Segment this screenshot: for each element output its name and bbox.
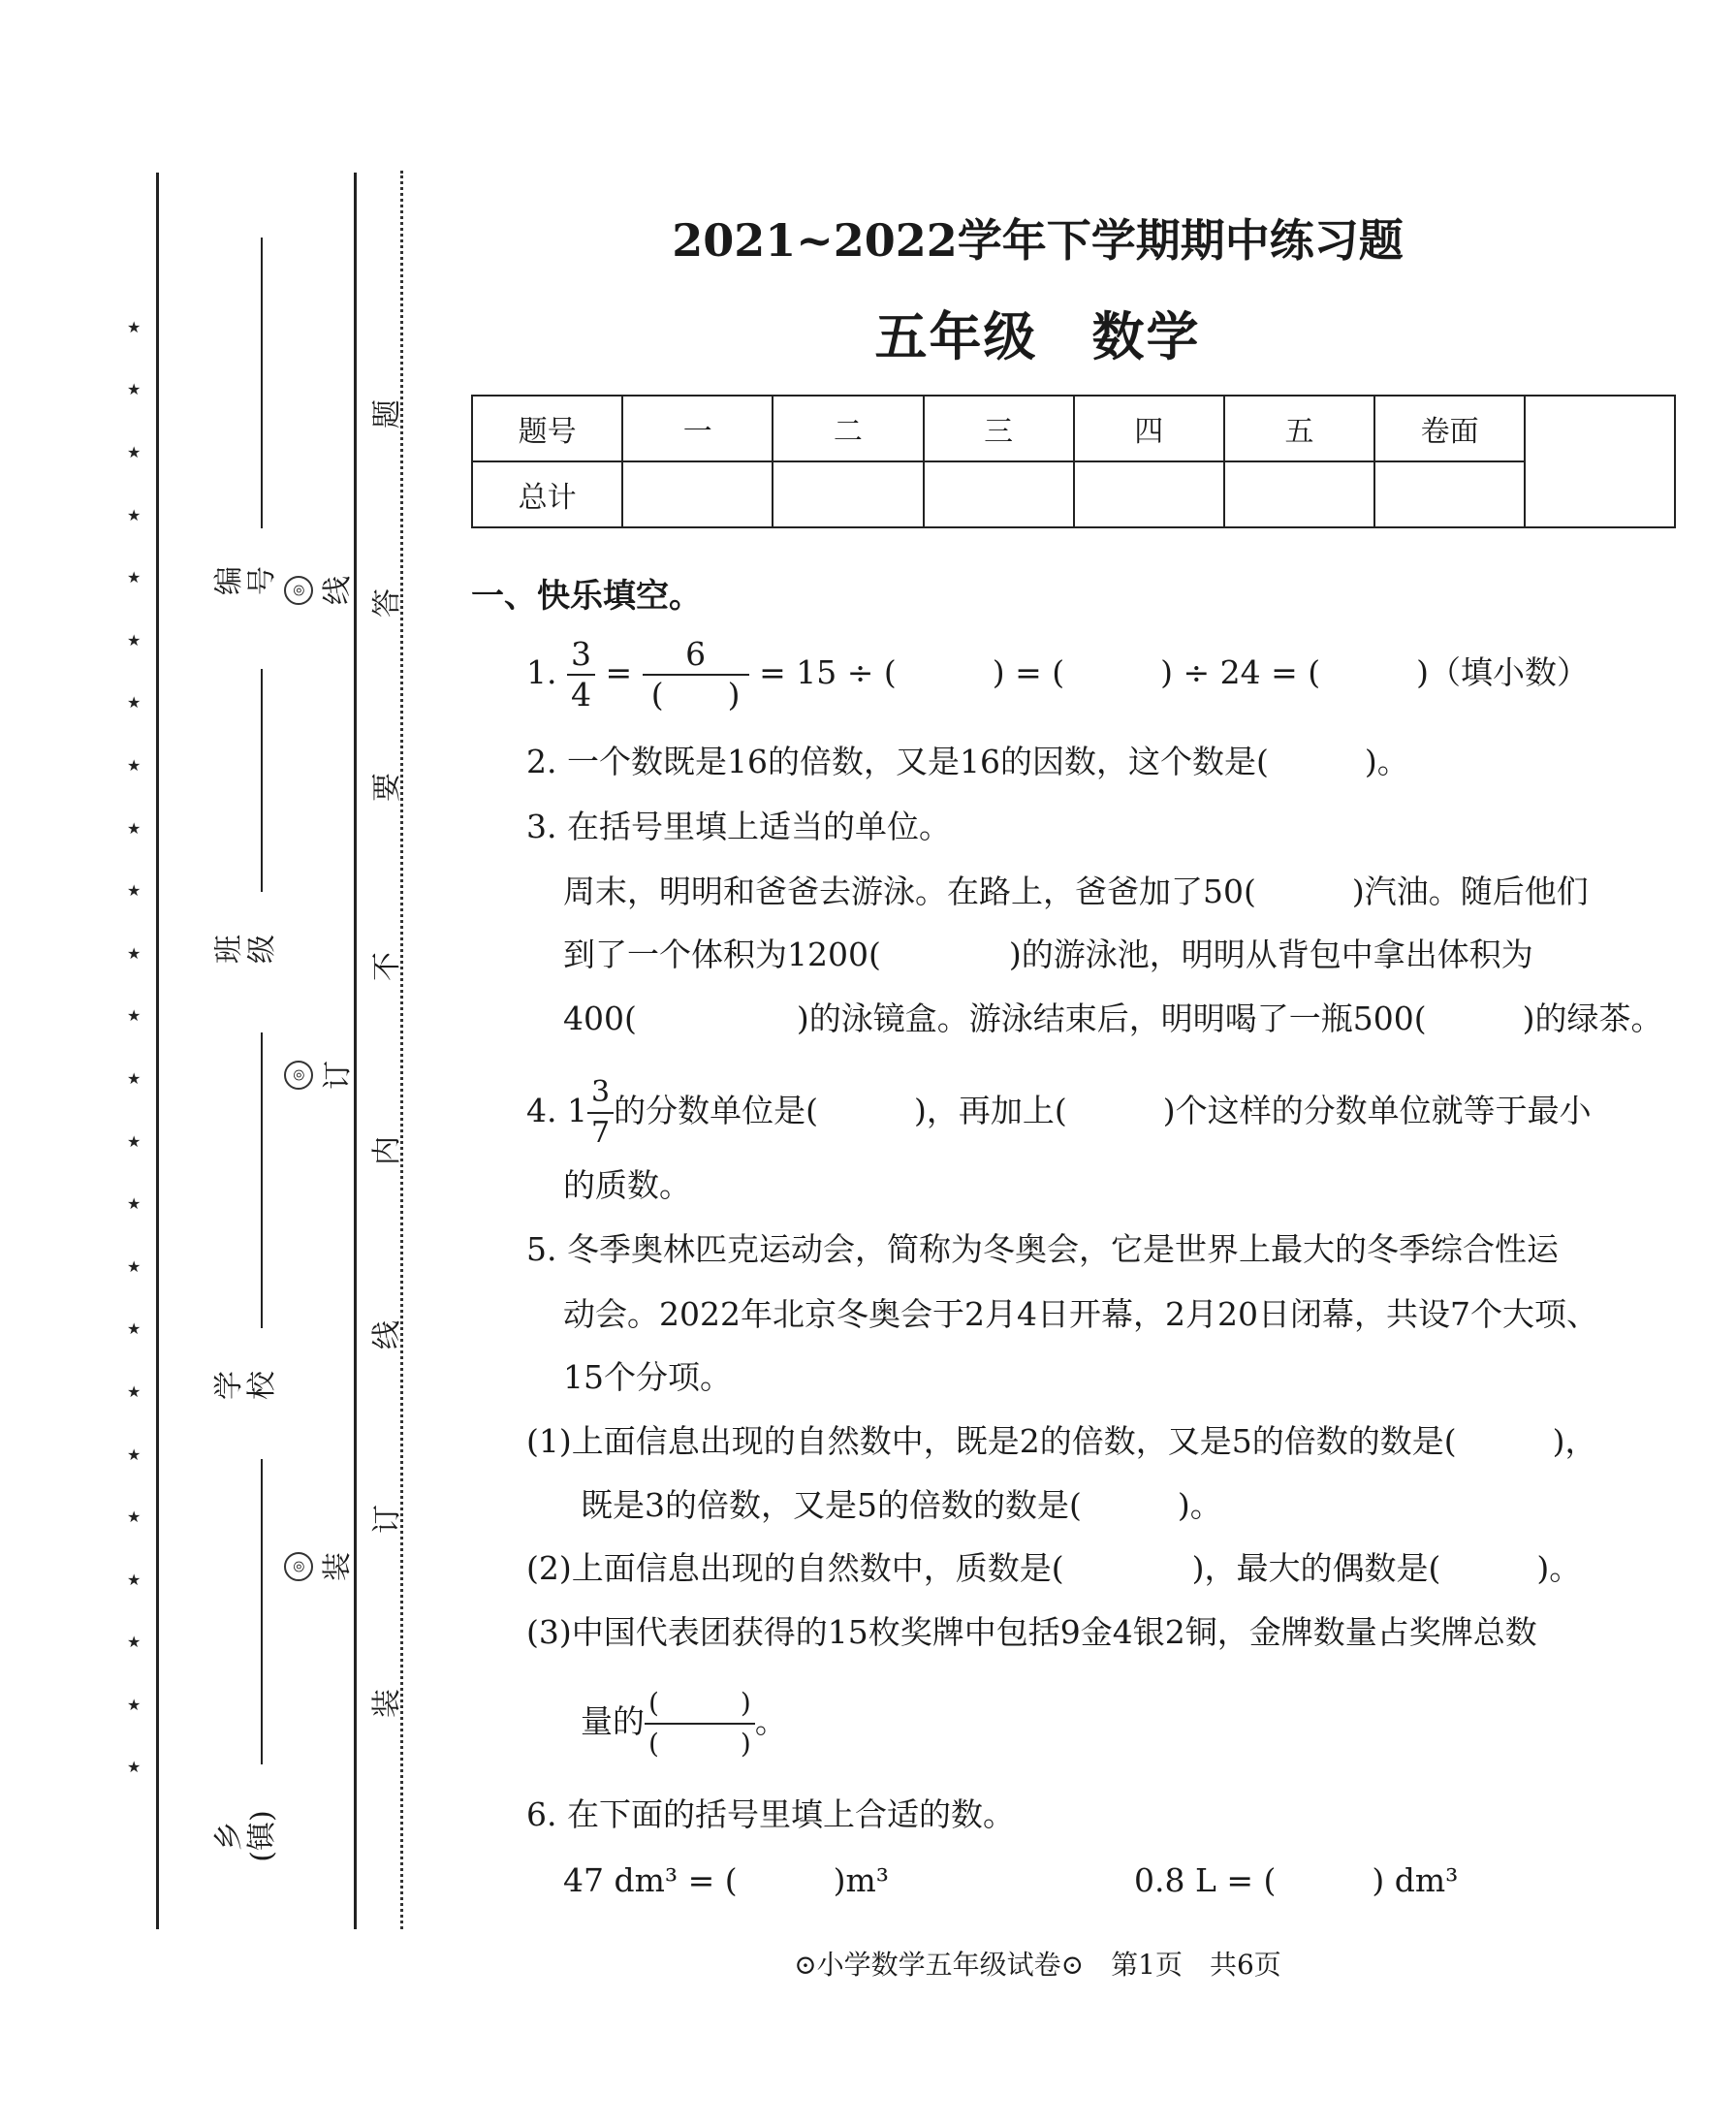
fraction-6-blank (643, 635, 749, 714)
question-5-line-3: 15个分项。 (563, 1358, 732, 1396)
binding-inner-line (354, 173, 357, 1929)
notice-char: 不 (370, 952, 404, 981)
notice-char: 要 (370, 773, 404, 802)
town-underline[interactable] (261, 1459, 263, 1764)
bind-mark-bind (276, 1547, 356, 1586)
score-input-cell[interactable] (924, 461, 1074, 527)
bind-mark-order (276, 1056, 356, 1095)
question-5-3-a: (3)中国代表团获得的15枚奖牌中包括9金4银2铜，金牌数量占奖牌总数 (526, 1613, 1537, 1651)
frac-den[interactable]: ( ) (645, 1723, 755, 1763)
bind-mark-text: 装 (321, 1552, 355, 1581)
star-icon: ★ (127, 1633, 142, 1651)
frac-den: 7 (587, 1112, 614, 1153)
table-cell: 二 (773, 396, 923, 461)
notice-char: 装 (370, 1689, 404, 1718)
bind-mark-text: 线 (321, 576, 355, 605)
table-cell: 卷面 (1374, 396, 1525, 461)
frac-num: 3 (571, 635, 591, 673)
star-icon: ★ (127, 506, 142, 524)
exam-title: 2021~2022学年下学期期中练习题 (672, 214, 1404, 267)
exam-subtitle: 五年级 数学 (874, 305, 1201, 367)
field-label-class: 班级 (212, 935, 279, 964)
star-icon: ★ (127, 1508, 142, 1526)
q1-equals: = (605, 653, 633, 691)
table-cell: 五 (1224, 396, 1374, 461)
star-icon: ★ (127, 1696, 142, 1714)
page-footer: ⊙小学数学五年级试卷⊙ 第1页 共6页 (794, 1949, 1281, 1981)
fraction-3-4 (567, 635, 595, 714)
binding-dotted-line (400, 171, 403, 1929)
star-icon: ★ (127, 1257, 142, 1276)
star-icon: ★ (127, 1571, 142, 1589)
star-icon: ★ (127, 756, 142, 775)
bind-mark-text: 订 (321, 1061, 355, 1090)
binding-outer-line (156, 173, 159, 1929)
star-icon: ★ (127, 1382, 142, 1401)
score-input-cell[interactable] (1224, 461, 1374, 527)
star-icon: ★ (127, 881, 142, 900)
question-5-line-1: 5. 冬季奥林匹克运动会，简称为冬奥会，它是世界上最大的冬季综合性运 (526, 1230, 1559, 1268)
star-icon: ★ (127, 693, 142, 712)
table-cell-total[interactable] (1525, 396, 1675, 527)
notice-char: 题 (370, 399, 404, 429)
star-icon: ★ (127, 944, 142, 963)
star-icon: ★ (127, 443, 142, 461)
star-icon: ★ (127, 1132, 142, 1151)
notice-char: 线 (370, 1320, 404, 1349)
frac-den: 4 (567, 674, 595, 714)
question-1 (526, 635, 1589, 714)
table-cell: 三 (924, 396, 1074, 461)
notice-char: 订 (370, 1505, 404, 1534)
bind-mark-line (276, 571, 356, 610)
question-5-1-a: (1)上面信息出现的自然数中，既是2的倍数，又是5的倍数的数是( )， (526, 1422, 1597, 1460)
star-icon: ★ (127, 318, 142, 336)
star-icon: ★ (127, 1758, 142, 1776)
frac-num[interactable]: ( ) (648, 1687, 751, 1719)
question-3-line-3: 400( )的泳镜盒。游泳结束后，明明喝了一瓶500( )的绿茶。 (563, 1000, 1663, 1037)
question-6-a: 47 dm³ = ( )m³ (563, 1861, 890, 1899)
q1-prefix: 1. (526, 653, 557, 691)
question-6: 6. 在下面的括号里填上合适的数。 (526, 1795, 1015, 1833)
question-5-1-b: 既是3的倍数，又是5的倍数的数是( )。 (581, 1486, 1222, 1524)
section-title: 一、快乐填空。 (471, 577, 702, 616)
question-5-3-b (581, 1684, 787, 1763)
class-underline[interactable] (261, 669, 263, 892)
q1-rest: = 15 ÷ ( ) = ( ) ÷ 24 = ( )（填小数） (759, 653, 1590, 691)
notice-char: 内 (370, 1136, 404, 1165)
table-cell: 四 (1074, 396, 1224, 461)
star-icon: ★ (127, 631, 142, 650)
table-cell: 总计 (472, 461, 622, 527)
field-label-town: 乡(镇) (212, 1810, 279, 1862)
field-label-number: 编号 (212, 566, 279, 595)
question-4-line-2: 的质数。 (563, 1166, 691, 1204)
frac-num: 6 (685, 635, 707, 673)
score-input-cell[interactable] (1074, 461, 1224, 527)
star-icon: ★ (127, 568, 142, 587)
table-cell: 题号 (472, 396, 622, 461)
frac-den[interactable]: ( ) (643, 674, 749, 714)
table-row (472, 461, 1675, 527)
field-label-school: 学校 (212, 1371, 279, 1400)
circle-mark-icon: ◎ (284, 1552, 313, 1581)
question-5-2: (2)上面信息出现的自然数中，质数是( )，最大的偶数是( )。 (526, 1549, 1582, 1587)
score-table (471, 395, 1676, 528)
question-2: 2. 一个数既是16的倍数，又是16的因数，这个数是( )。 (526, 743, 1409, 780)
question-3-line-1: 周末，明明和爸爸去游泳。在路上，爸爸加了50( )汽油。随后他们 (563, 873, 1589, 910)
star-icon: ★ (127, 1069, 142, 1088)
school-underline[interactable] (261, 1032, 263, 1328)
question-4 (526, 1073, 1592, 1153)
star-icon: ★ (127, 380, 142, 398)
fraction-3-7 (587, 1073, 614, 1153)
star-icon: ★ (127, 1194, 142, 1213)
circle-mark-icon: ◎ (284, 576, 313, 605)
circle-mark-icon: ◎ (284, 1061, 313, 1090)
table-cell: 一 (622, 396, 773, 461)
q5-3b-prefix: 量的 (581, 1702, 645, 1740)
q4-rest: 的分数单位是( )，再加上( )个这样的分数单位就等于最小 (614, 1092, 1592, 1129)
star-icon: ★ (127, 1445, 142, 1464)
score-input-cell[interactable] (1374, 461, 1525, 527)
q4-prefix: 4. 1 (526, 1092, 587, 1129)
star-icon: ★ (127, 819, 142, 838)
star-icon: ★ (127, 1006, 142, 1025)
q5-3b-suffix: 。 (754, 1702, 787, 1740)
score-input-cell[interactable] (773, 461, 923, 527)
fraction-blank[interactable] (645, 1684, 755, 1763)
frac-num: 3 (590, 1075, 611, 1109)
question-5-line-2: 动会。2022年北京冬奥会于2月4日开幕，2月20日闭幕，共设7个大项、 (563, 1295, 1598, 1333)
question-3: 3. 在括号里填上适当的单位。 (526, 808, 951, 845)
table-row (472, 396, 1675, 461)
question-6-b: 0.8 L = ( ) dm³ (1134, 1861, 1459, 1899)
score-input-cell[interactable] (622, 461, 773, 527)
number-underline[interactable] (261, 238, 263, 528)
notice-char: 答 (370, 588, 404, 618)
question-3-line-2: 到了一个体积为1200( )的游泳池，明明从背包中拿出体积为 (563, 936, 1533, 973)
star-icon: ★ (127, 1319, 142, 1338)
